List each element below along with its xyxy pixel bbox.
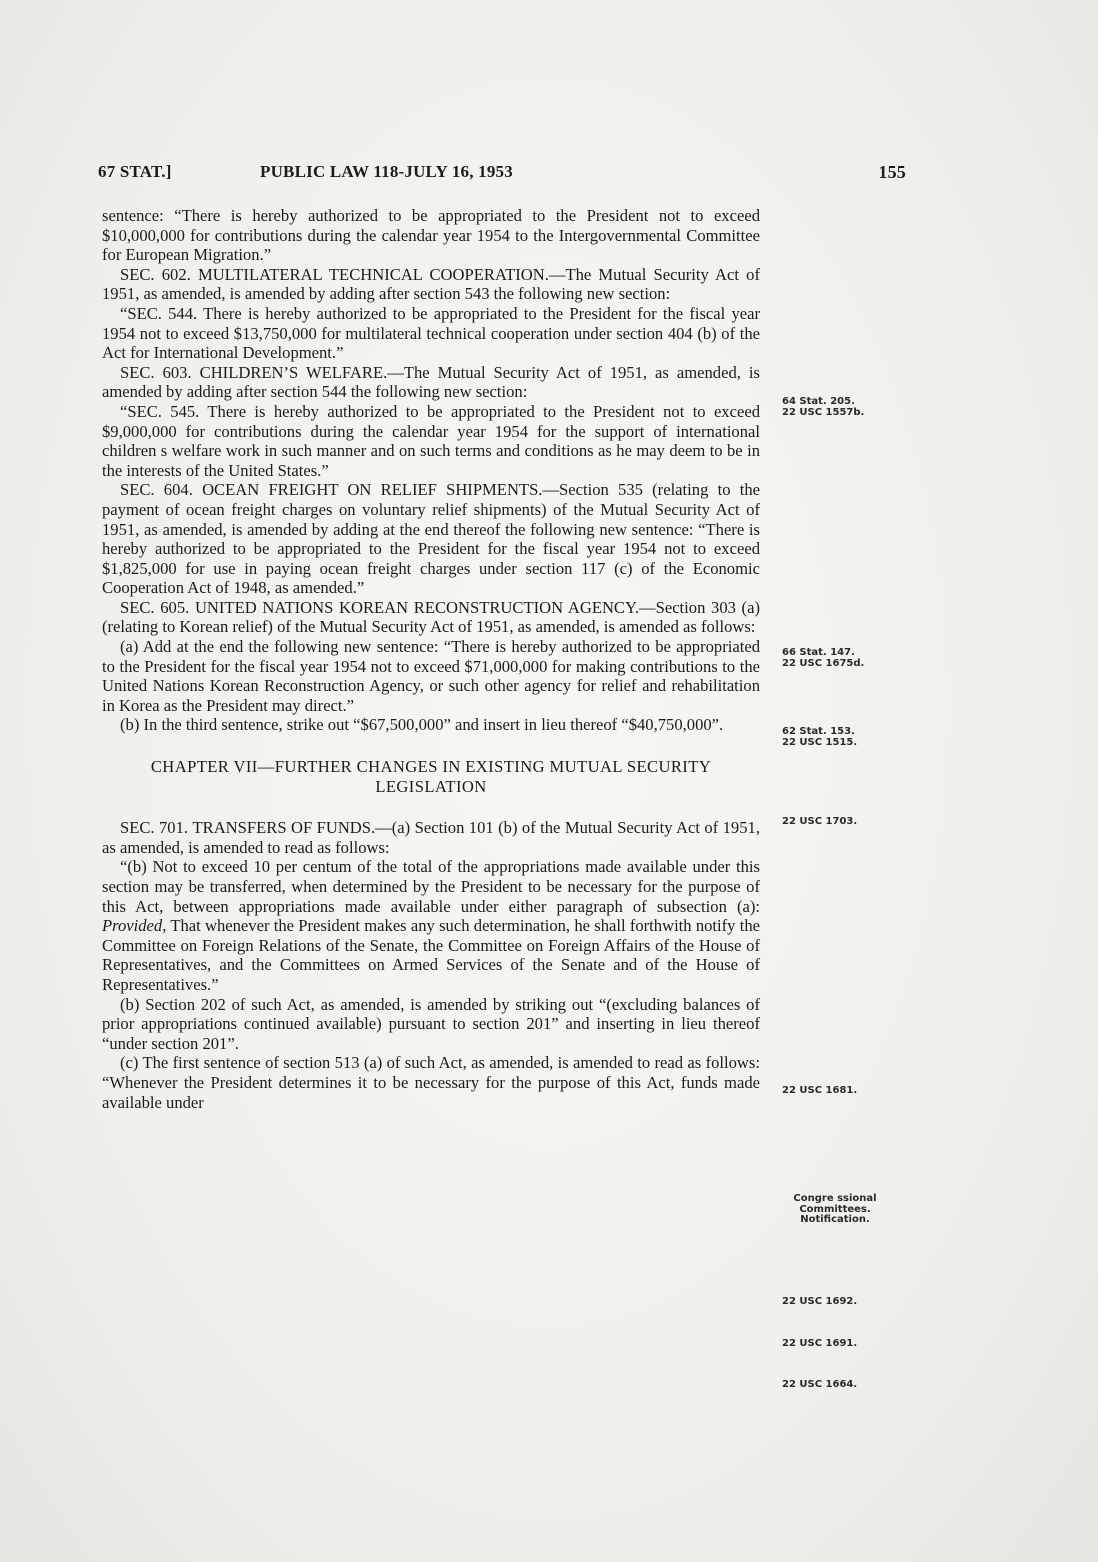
section-701: SEC. 701. TRANSFERS OF FUNDS.—(a) Section 101 (b) of the Mutual Security Act of 1951, as amended, is amended to read as follows: [102,818,760,857]
section-heading: OCEAN FREIGHT ON RELIEF SHIPMENTS. [202,480,543,500]
section-heading: UNITED NATIONS KOREAN RECONSTRUCTION AGENCY. [194,597,639,617]
margin-note: 22 USC 1692. [782,1296,858,1307]
law-text [102,206,760,1112]
page-number: 155 [878,162,906,182]
chapter-heading: CHAPTER VII—FURTHER CHANGES IN EXISTING MUTUAL SECURITY LEGISLATION [150,757,712,796]
paragraph: (a) Add at the end the following new sentence: “There is hereby authorized to be appropriated to the President for the fiscal year 1954 not to exceed $71,000,000 for making contributions to the United Nations Korean Reconstruction Agency, or such other agency for relief and rehabilitation in Korea as the President may direct.” [102,637,760,715]
section-604: SEC. 604. OCEAN FREIGHT ON RELIEF SHIPMENTS.—Section 535 (relating to the payment of ocean freight charges on voluntary relief shipments) of the Mutual Security Act of 1951, as amended, is amended by adding at the end thereof the following new sentence: “There is hereby authorized to be appropriated to the President for the fiscal year 1954 not to exceed $1,825,000 for use in paying ocean freight charges under section 117 (c) of the Economic Cooperation Act of 1948, as amended.” [102,480,760,598]
section-heading: MULTILATERAL TECHNICAL COOPERATION. [197,264,549,284]
running-header [98,162,906,186]
section-605: SEC. 605. UNITED NATIONS KOREAN RECONSTRUCTION AGENCY.—Section 303 (a) (relating to Korean relief) of the Mutual Security Act of 1951, as amended, is amended as follows: [102,597,760,637]
section-heading: TRANSFERS OF FUNDS. [192,818,376,838]
paragraph: “SEC. 545. There is hereby authorized to be appropriated to the President not to exceed $9,000,000 for contributions during the calendar year 1954 for the support of international children s welfare work in such manner and on such terms and conditions as he may deem to be in the interests of the United States.” [102,401,760,480]
margin-note: 22 USC 1703. [782,816,858,827]
paragraph: “(b) Not to exceed 10 per centum of the total of the appropriations made available under this section may be transferred, when determined by the President to be necessary for the purpose of this Act, between appropriations made available under either paragraph of subsection (a): Provided, That whenever the President makes any such determination, he shall forthwith notify the Committee on Foreign Relations of the Senate, the Committee on Foreign Affairs of the House of Representatives, and the Committees on Armed Services of the Senate and of the House of Representatives.” [102,857,760,994]
margin-note: 22 USC 1691. [782,1338,858,1349]
paragraph: (c) The first sentence of section 513 (a) of such Act, as amended, is amended to read as follows: “Whenever the President determines it to be necessary for the purpose of this Act, funds made available under [102,1053,760,1112]
margin-note: 22 USC 1664. [782,1379,858,1390]
margin-note: Congre ssional Committees. Notification. [793,1193,877,1225]
margin-note: 62 Stat. 153. 22 USC 1515. [782,726,858,748]
paragraph: (b) In the third sentence, strike out “$67,500,000” and insert in lieu thereof “$40,750,000”. [120,715,724,735]
margin-note: 66 Stat. 147. 22 USC 1675d. [782,647,865,669]
margin-note: 64 Stat. 205. 22 USC 1557b. [782,396,865,418]
provided-italic: Provided [102,916,163,936]
paragraph: (b) Section 202 of such Act, as amended, is amended by striking out “(excluding balances of prior appropriations continued available) pursuant to section 201” and inserting in lieu thereof “under section 201”. [102,994,760,1053]
paragraph: “SEC. 544. There is hereby authorized to be appropriated to the President for the fiscal year 1954 not to exceed $13,750,000 for multilateral technical cooperation under section 404 (b) of the Act for International Development.” [102,303,760,363]
law-title: PUBLIC LAW 118-JULY 16, 1953 [260,162,513,181]
section-602: SEC. 602. MULTILATERAL TECHNICAL COOPERATION.—The Mutual Security Act of 1951, as amended, is amended by adding after section 543 the following new section: [102,264,760,304]
margin-note: 22 USC 1681. [782,1085,858,1096]
statute-volume: 67 STAT.] [98,162,172,181]
section-603: SEC. 603. CHILDREN’S WELFARE.—The Mutual Security Act of 1951, as amended, is amended by adding after section 544 the following new section: [102,362,760,402]
paragraph: sentence: “There is hereby authorized to be appropriated to the President not to exceed $10,000,000 for contributions during the calendar year 1954 to the Intergovernmental Committee for European Migration.” [102,206,760,265]
section-heading: CHILDREN’S WELFARE. [199,362,388,382]
